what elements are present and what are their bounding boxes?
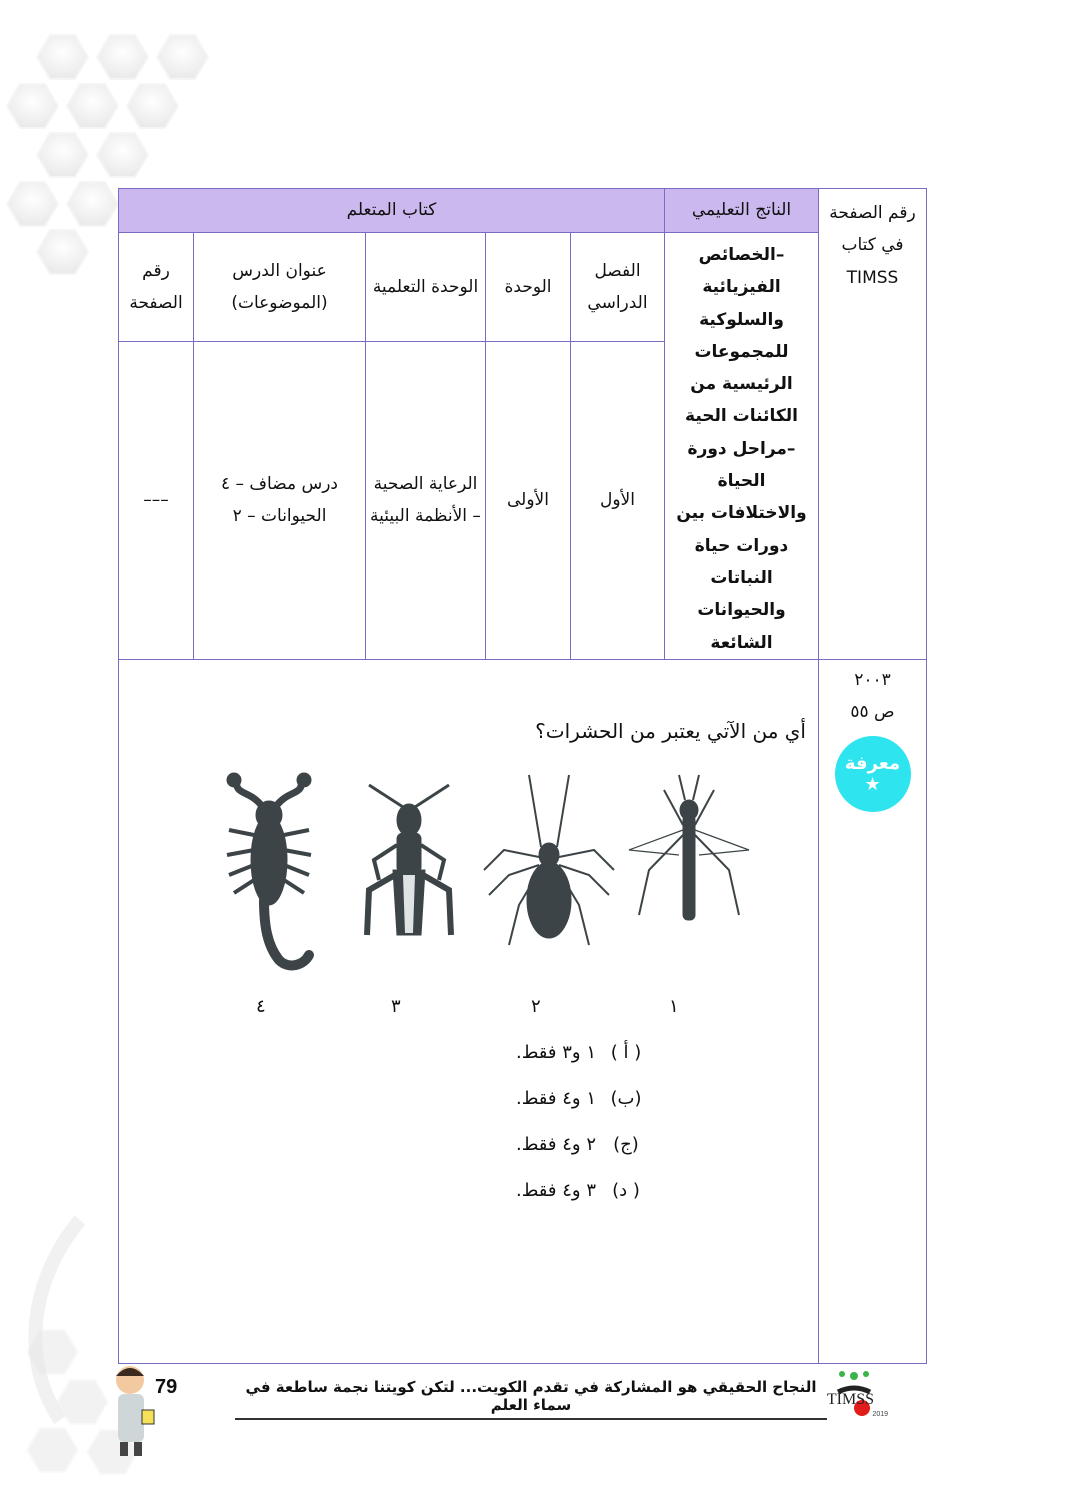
mosquito-image — [629, 775, 749, 920]
option-b[interactable] — [516, 1076, 656, 1122]
badge-label: معرفة — [844, 752, 901, 774]
logo-year: 2019 — [872, 1411, 888, 1418]
option-c[interactable] — [516, 1122, 656, 1168]
timss-page-ref-header: رقم الصفحة في كتاب TIMSS — [819, 189, 927, 660]
insect-images — [209, 775, 769, 985]
learning-unit-header: الوحدة التعلمية — [366, 233, 486, 342]
question-cell — [119, 659, 819, 1363]
option-d[interactable] — [516, 1168, 656, 1214]
option-letter: ( أ ) — [610, 1041, 642, 1063]
grasshopper-image — [367, 785, 451, 935]
lesson-title-value: درس مضاف – ٤ الحيوانات – ٢ — [194, 341, 366, 659]
image-number-3: ٣ — [391, 995, 401, 1017]
timss-page: ص ٥٥ — [850, 702, 895, 723]
timss-reference-cell — [819, 659, 927, 1363]
mascot-boy-illustration — [108, 1360, 158, 1460]
image-number-2: ٢ — [531, 995, 541, 1017]
curriculum-table — [118, 188, 927, 1364]
image-number-1: ١ — [669, 995, 679, 1017]
option-a[interactable] — [516, 1030, 656, 1076]
footer-slogan: النجاح الحقيقي هو المشاركة في تقدم الكويت... لتكن كويتنا نجمة ساطعة في سماء العلم — [235, 1378, 827, 1420]
option-letter: (ج) — [613, 1133, 639, 1155]
option-text: ١ و٣ فقط. — [515, 1041, 596, 1063]
student-book-header: كتاب المتعلم — [119, 189, 665, 233]
timss-logo — [826, 1364, 928, 1420]
outcome-text-1: –الخصائص الفيزيائية والسلوكية للمجموعات الرئيسية من الكائنات الحية — [685, 245, 798, 427]
outcome-header: الناتج التعليمي — [665, 189, 819, 233]
unit-value: الأولى — [486, 341, 571, 659]
question-prompt: أي من الآتي يعتبر من الحشرات؟ — [535, 718, 806, 743]
image-number-4: ٤ — [256, 995, 266, 1017]
option-letter: ( د) — [612, 1179, 640, 1201]
page-number: 79 — [155, 1376, 178, 1398]
star-icon: ★ — [864, 774, 881, 796]
page-no-header: رقم الصفحة — [119, 233, 194, 342]
option-text: ٢ و٤ فقط. — [515, 1133, 596, 1155]
page-no-value: ––– — [119, 341, 194, 659]
spider-image — [484, 775, 614, 945]
unit-header: الوحدة — [486, 233, 571, 342]
learning-outcome-cell — [665, 233, 819, 660]
knowledge-badge — [835, 736, 911, 812]
timss-year: ٢٠٠٣ — [854, 669, 891, 690]
logo-text: TIMSS — [826, 1391, 874, 1408]
semester-header: الفصل الدراسي — [571, 233, 665, 342]
option-text: ١ و٤ فقط. — [515, 1087, 596, 1109]
answer-options — [516, 1030, 656, 1214]
option-text: ٣ و٤ فقط. — [515, 1179, 596, 1201]
semester-value: الأول — [571, 341, 665, 659]
option-letter: (ب) — [610, 1087, 642, 1109]
outcome-text-2: –مراحل دورة الحياة والاختلافات بين دورات حياة النباتات والحيوانات الشائعة — [676, 438, 807, 653]
scorpion-image — [227, 773, 311, 965]
lesson-title-header: عنوان الدرس (الموضوعات) — [194, 233, 366, 342]
learning-unit-value: الرعاية الصحية – الأنظمة البيئية — [366, 341, 486, 659]
